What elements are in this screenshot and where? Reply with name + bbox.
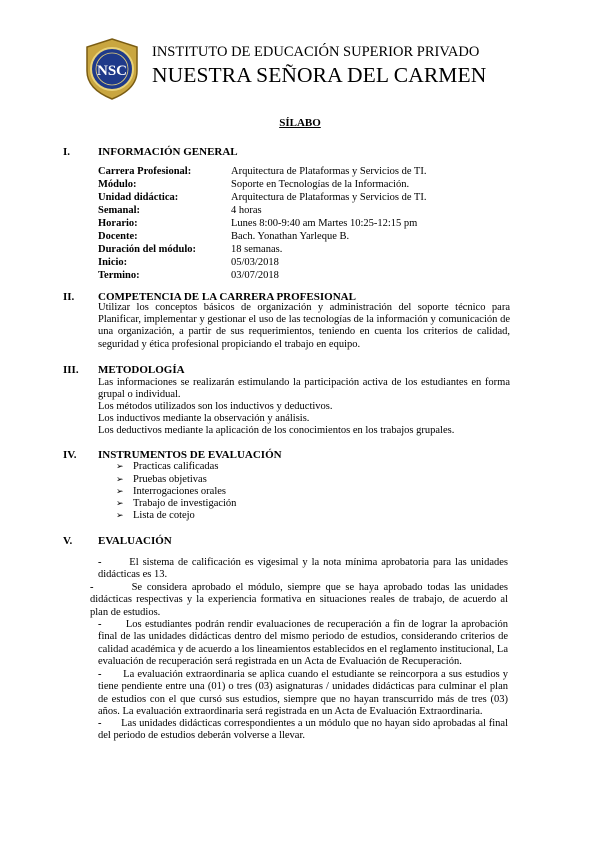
arrow-bullet-icon: ➢ <box>116 486 124 496</box>
info-label: Carrera Profesional: <box>98 166 192 177</box>
dash-marker: - <box>98 669 102 680</box>
info-value: 4 horas <box>231 205 262 216</box>
info-label: Unidad didáctica: <box>98 192 179 203</box>
section-5-number: V. <box>63 535 73 547</box>
arrow-bullet-icon: ➢ <box>116 461 124 471</box>
info-value: Lunes 8:00-9:40 am Martes 10:25-12:15 pm <box>231 218 418 229</box>
metodologia-p4: Los deductivos mediante la aplicación de los conocimientos en los trabajos grupales. <box>98 425 455 436</box>
section-2-number: II. <box>63 291 75 303</box>
dash-marker: - <box>98 557 102 568</box>
metodologia-p3: Los inductivos mediante la observación y análisis. <box>98 413 310 424</box>
section-4-title: INSTRUMENTOS DE EVALUACIÓN <box>98 449 282 461</box>
dash-marker: - <box>90 582 94 593</box>
list-item: ➢ Practicas calificadas <box>116 461 219 472</box>
info-label: Duración del módulo: <box>98 244 197 255</box>
section-5-title: EVALUACIÓN <box>98 535 172 547</box>
info-label: Módulo: <box>98 179 137 190</box>
info-label: Semanal: <box>98 205 140 216</box>
info-value: 03/07/2018 <box>231 270 279 281</box>
info-label: Inicio: <box>98 257 128 268</box>
metodologia-p1: Las informaciones se realizarán estimulando la participación activa de los estudiantes en forma grupal o individual. <box>98 377 510 401</box>
institute-type: INSTITUTO DE EDUCACIÓN SUPERIOR PRIVADO <box>152 44 480 60</box>
competencia-text: Utilizar los conceptos básicos de organización y administración del soporte técnico para Planificar, implementar y gestionar el uso de las tecnologías de la información y comunicación de una organización, a partir de sus requerimientos, teniendo en cuenta los criterios de calidad, seguridad y ética profesional propiciando el trabajo en equipo. <box>98 302 510 350</box>
evaluation-item: - La evaluación extraordinaria se aplica cuando el estudiante se reincorpora a sus estudios y tiene pendiente entre una (01) o tres (03) asignaturas / unidades didácticas para culminar el plan de estudios con el que cursó sus estudios, siempre que no hayan transcurrido más de tres (03) años. La evaluación extraordinaria será registrada en un Acta de Evaluación Extraordinaria. <box>98 669 508 717</box>
dash-marker: - <box>98 718 102 729</box>
section-1-number: I. <box>63 146 71 158</box>
list-item: ➢ Interrogaciones orales <box>116 486 226 497</box>
arrow-bullet-icon: ➢ <box>116 498 124 508</box>
evaluation-item: - Los estudiantes podrán rendir evaluaciones de recuperación a fin de lograr la aprobación final de las unidades didácticas dentro del mismo periodo de estudios, considerando criterios de calidad académica y de acuerdo a los lineamientos establecidos en el reglamento institucional, La evaluación de recuperación será registrada en un Acta de Evaluación de Recuperación. <box>98 619 508 667</box>
evaluation-item: - Las unidades didácticas correspondientes a un módulo que no hayan sido aprobadas al final del periodo de estudios deberán volverse a llevar. <box>98 718 509 742</box>
info-label: Docente: <box>98 231 138 242</box>
list-item: ➢ Pruebas objetivas <box>116 474 207 485</box>
section-2-title: COMPETENCIA DE LA CARRERA PROFESIONAL <box>98 291 356 303</box>
section-1-title: INFORMACIÓN GENERAL <box>98 146 238 158</box>
arrow-bullet-icon: ➢ <box>116 474 124 484</box>
section-3-title: METODOLOGÍA <box>98 364 185 376</box>
evaluation-item: - Se considera aprobado el módulo, siempre que se haya aprobado todas las unidades didácticas respectivas y la experiencia formativa en situaciones reales de trabajo, de acuerdo al plan de estudios. <box>90 582 508 618</box>
info-value: Arquitectura de Plataformas y Servicios de TI. <box>231 166 427 177</box>
metodologia-p2: Los métodos utilizados son los inductivos y deductivos. <box>98 401 333 412</box>
list-item: ➢ Lista de cotejo <box>116 510 195 521</box>
info-value: Bach. Yonathan Yarleque B. <box>231 231 350 242</box>
institute-logo <box>83 37 141 101</box>
section-4-number: IV. <box>63 449 77 461</box>
info-value: 18 semanas. <box>231 244 283 255</box>
section-3-number: III. <box>63 364 79 376</box>
dash-marker: - <box>98 619 102 630</box>
evaluation-item: - El sistema de calificación es vigesimal y la nota mínima aprobatoria para las unidades didácticas es 13. <box>98 557 508 581</box>
info-label: Termino: <box>98 270 140 281</box>
info-value: Soporte en Tecnologías de la Información. <box>231 179 410 190</box>
page-title: SÍLABO <box>279 117 321 129</box>
arrow-bullet-icon: ➢ <box>116 510 124 520</box>
crest-icon <box>83 37 141 101</box>
info-label: Horario: <box>98 218 138 229</box>
svg-text:NSC: NSC <box>96 63 128 79</box>
institute-name: NUESTRA SEÑORA DEL CARMEN <box>152 63 487 87</box>
list-item: ➢ Trabajo de investigación <box>116 498 237 509</box>
info-value: Arquitectura de Plataformas y Servicios de TI. <box>231 192 427 203</box>
info-value: 05/03/2018 <box>231 257 279 268</box>
